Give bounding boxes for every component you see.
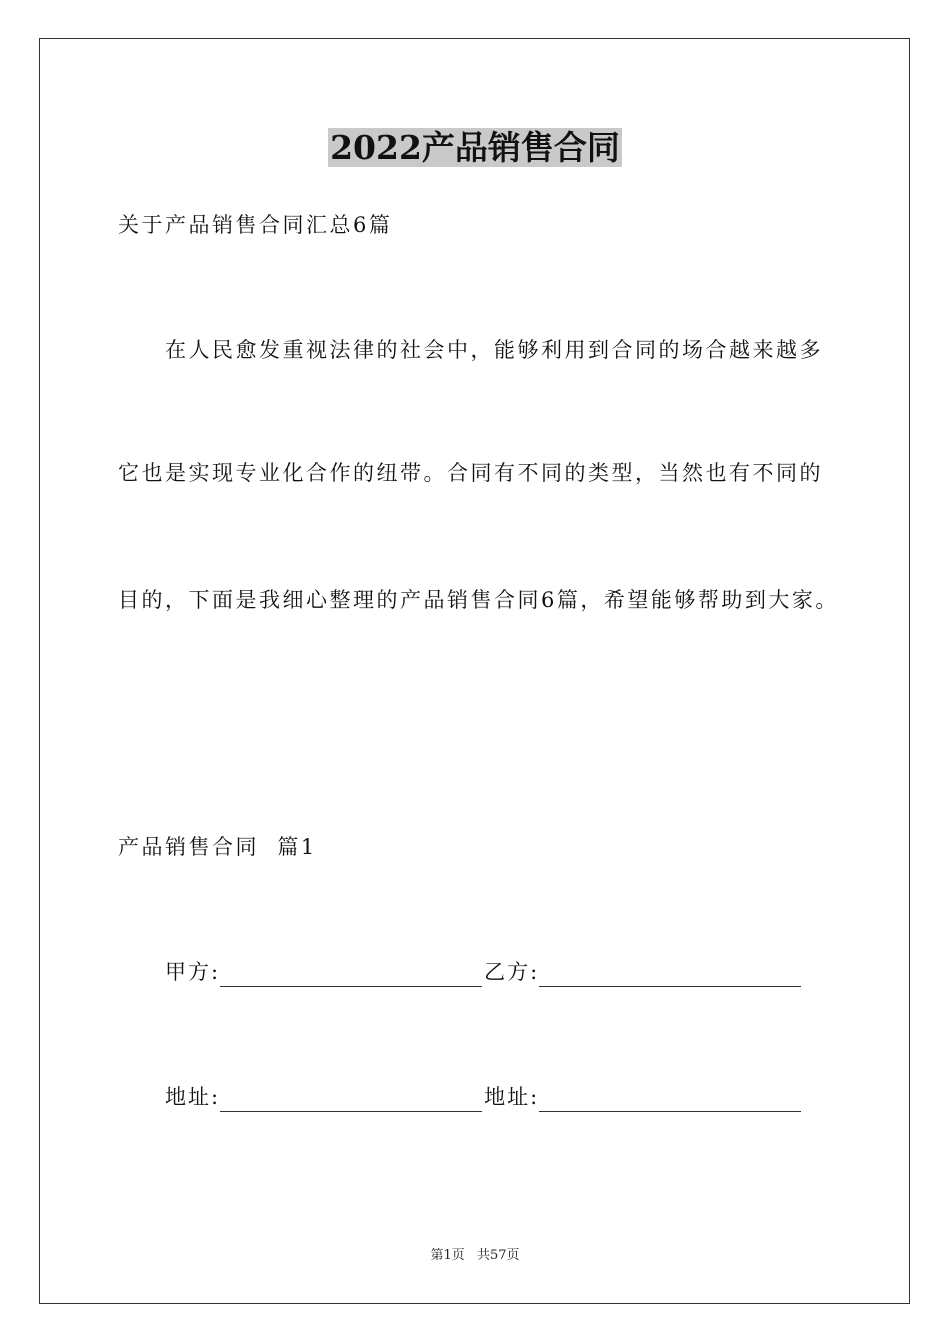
intro-line-2: 它也是实现专业化合作的纽带。合同有不同的类型，当然也有不同的 xyxy=(118,461,823,485)
document-title-text: 2022产品销售合同 xyxy=(330,128,620,167)
page-total: 共57页 xyxy=(476,1248,520,1263)
address-a-label: 地址: xyxy=(165,1085,221,1109)
party-b-label: 乙方: xyxy=(484,960,540,984)
address-a-blank xyxy=(220,1089,482,1112)
page-footer xyxy=(0,1246,950,1266)
party-a-blank xyxy=(220,964,482,987)
address-row xyxy=(165,1082,803,1112)
party-row xyxy=(165,957,803,987)
address-b-label: 地址: xyxy=(484,1085,540,1109)
intro-line-1: 在人民愈发重视法律的社会中，能够利用到合同的场合越来越多 xyxy=(165,338,823,362)
party-a-label: 甲方: xyxy=(165,960,221,984)
document-title xyxy=(0,126,950,170)
party-b-blank xyxy=(539,964,801,987)
document-subtitle: 关于产品销售合同汇总6篇 xyxy=(118,213,393,237)
section-heading: 产品销售合同 篇1 xyxy=(118,835,317,859)
page-current: 第1页 xyxy=(430,1248,465,1263)
intro-line-3: 目的，下面是我细心整理的产品销售合同6篇，希望能够帮助到大家。 xyxy=(118,588,839,612)
address-b-blank xyxy=(539,1089,801,1112)
